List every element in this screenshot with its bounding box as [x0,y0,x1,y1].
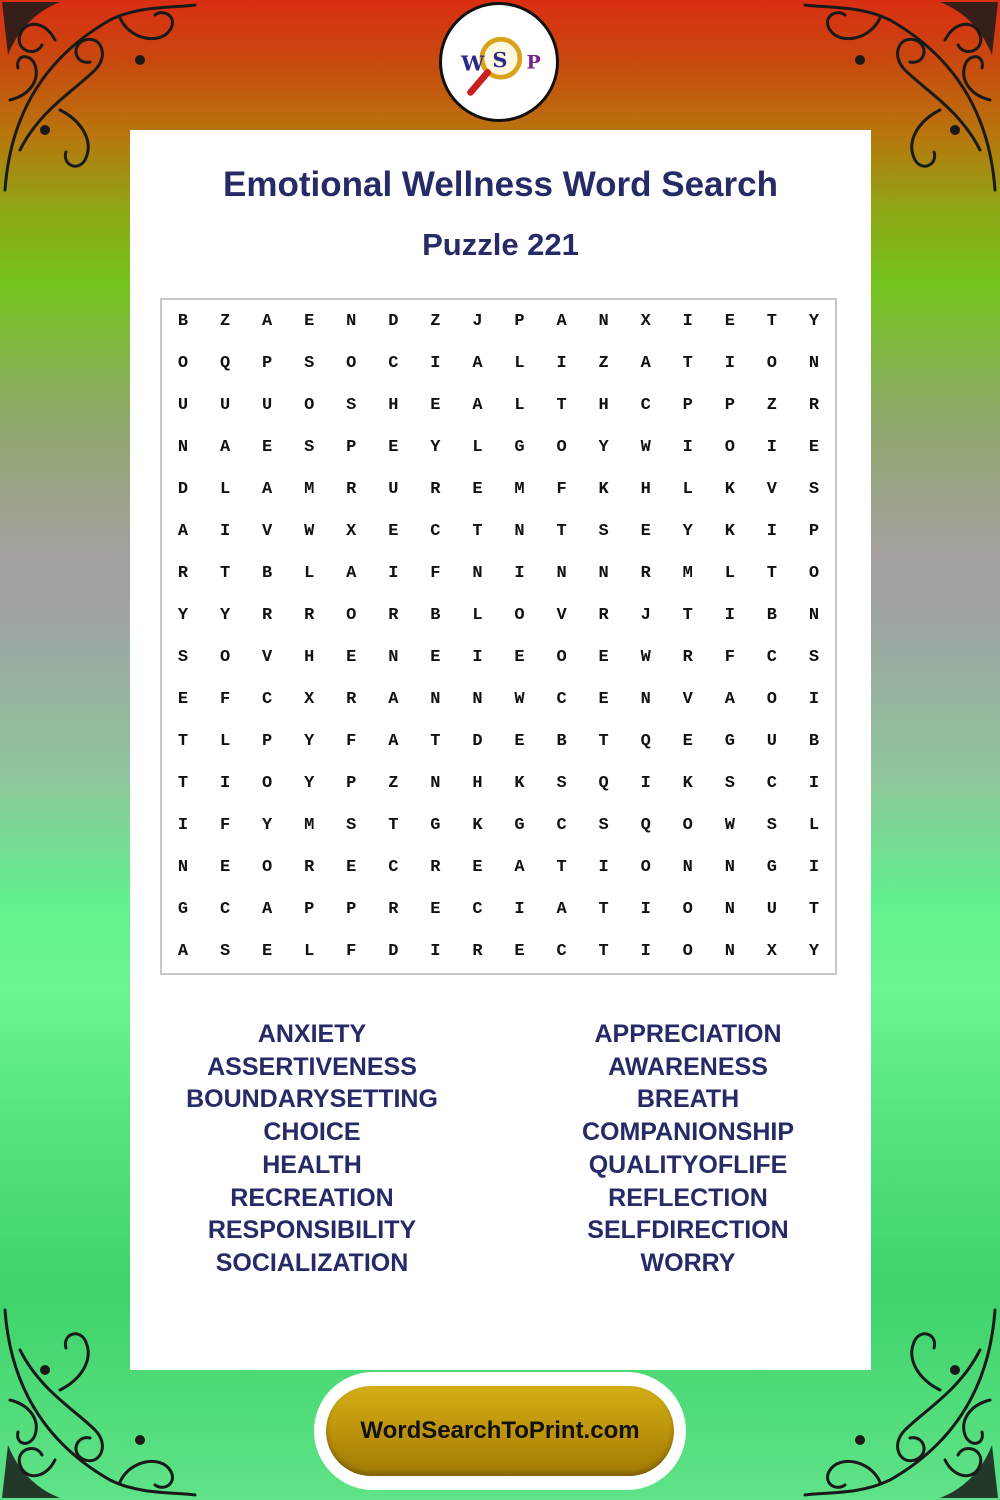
grid-cell[interactable]: Q [219,354,231,374]
word-list-left [162,1018,462,1280]
grid-cell[interactable]: I [682,438,693,458]
word-list-right [538,1018,838,1280]
grid-cell[interactable]: W [304,522,315,542]
word-list-item: RECREATION [230,1183,394,1212]
grid-cell[interactable]: L [514,354,525,374]
grid-cell[interactable]: L [682,480,693,500]
grid-cell[interactable]: A [472,354,483,374]
grid-cell[interactable]: N [640,689,651,709]
grid-cell[interactable]: P [346,773,357,793]
word-list-item: AWARENESS [608,1052,768,1081]
grid-cell[interactable]: O [177,354,189,374]
grid-cell[interactable]: S [556,773,567,793]
grid-cell[interactable]: R [177,564,189,584]
grid-cell[interactable]: W [514,689,525,709]
grid-cell[interactable]: A [556,312,567,332]
page-title: Emotional Wellness Word Search [223,165,778,204]
grid-cell[interactable]: L [219,731,231,751]
grid-cell[interactable]: E [640,522,651,542]
grid-cell[interactable]: G [514,438,525,458]
word-list-item: REFLECTION [608,1183,768,1212]
grid-cell[interactable]: Y [177,606,189,626]
grid-cell[interactable]: A [262,899,273,919]
grid-cell[interactable]: I [430,354,441,374]
grid-cell[interactable]: F [346,731,357,751]
grid-cell[interactable]: I [640,941,651,961]
grid-cell[interactable]: L [472,438,483,458]
grid-cell[interactable]: Q [640,815,651,835]
grid-cell[interactable]: U [766,899,777,919]
grid-cell[interactable]: U [219,396,231,416]
grid-cell[interactable]: A [388,689,399,709]
grid-cell[interactable]: T [766,564,777,584]
grid-cell[interactable]: G [177,899,189,919]
grid-cell[interactable]: R [640,564,651,584]
grid-cell[interactable]: P [346,438,357,458]
grid-cell[interactable]: J [640,606,651,626]
grid-cell[interactable]: F [219,689,231,709]
grid-cell[interactable]: E [808,438,820,458]
grid-cell[interactable]: I [724,354,735,374]
puzzle-card [130,130,871,1370]
grid-cell[interactable]: I [724,606,735,626]
grid-cell[interactable]: E [388,438,399,458]
grid-cell[interactable]: C [556,815,567,835]
grid-cell[interactable]: T [766,312,777,332]
grid-cell[interactable]: K [472,815,483,835]
grid-cell[interactable]: R [346,689,357,709]
grid-cell[interactable]: I [430,941,441,961]
grid-cell[interactable]: P [724,396,735,416]
grid-cell[interactable]: A [177,522,189,542]
grid-cell[interactable]: C [556,941,567,961]
grid-cell[interactable]: N [808,606,820,626]
grid-cell[interactable]: R [430,857,441,877]
site-link-button[interactable] [326,1386,674,1476]
grid-cell[interactable]: X [766,941,777,961]
grid-cell[interactable]: O [682,899,693,919]
grid-cell[interactable]: O [346,606,357,626]
grid-cell[interactable]: N [598,312,609,332]
grid-cell[interactable]: O [346,354,357,374]
grid-cell[interactable]: T [556,522,567,542]
grid-cell[interactable]: Y [598,438,609,458]
grid-cell[interactable]: J [472,312,483,332]
grid-cell[interactable]: V [682,689,693,709]
grid-cell[interactable]: I [514,899,525,919]
grid-cell[interactable]: P [346,899,357,919]
grid-cell[interactable]: Q [640,731,651,751]
grid-cell[interactable]: D [388,312,399,332]
footer-badge [314,1372,686,1490]
grid-cell[interactable]: Y [682,522,693,542]
grid-cell[interactable]: H [388,396,399,416]
grid-cell[interactable]: Y [808,941,820,961]
grid-cell[interactable]: S [304,438,315,458]
grid-cell[interactable]: D [388,941,399,961]
grid-cell[interactable]: A [556,899,567,919]
grid-cell[interactable]: B [177,312,189,332]
grid-cell[interactable]: S [346,396,357,416]
grid-cell[interactable]: E [346,857,357,877]
grid-cell[interactable]: R [388,606,399,626]
grid-cell[interactable]: S [598,815,609,835]
grid-cell[interactable]: Y [262,815,273,835]
grid-cell[interactable]: N [556,564,567,584]
grid-cell[interactable]: M [304,480,315,500]
grid-cell[interactable]: E [430,647,441,667]
word-list-item: APPRECIATION [594,1020,782,1048]
grid-cell[interactable]: K [724,522,735,542]
grid-cell[interactable]: P [808,522,820,542]
grid-cell[interactable]: Y [219,606,231,626]
grid-cell[interactable]: E [598,647,609,667]
grid-cell[interactable]: P [514,312,525,332]
grid-cell[interactable]: A [262,312,273,332]
grid-cell[interactable]: Z [766,396,777,416]
grid-cell[interactable]: I [388,564,399,584]
grid-cell[interactable]: T [598,941,609,961]
grid-cell[interactable]: L [219,480,231,500]
grid-cell[interactable]: N [472,689,483,709]
grid-cell[interactable]: U [388,480,399,500]
grid-cell[interactable]: T [598,899,609,919]
grid-cell[interactable]: Y [304,773,315,793]
grid-cell[interactable]: N [388,647,399,667]
grid-cell[interactable]: S [766,815,777,835]
grid-cell[interactable]: F [556,480,567,500]
grid-cell[interactable]: A [472,396,483,416]
grid-cell[interactable]: L [472,606,483,626]
grid-cell[interactable]: D [472,731,483,751]
grid-cell[interactable]: U [177,396,189,416]
grid-cell[interactable]: O [514,606,525,626]
grid-cell[interactable]: I [766,522,777,542]
grid-cell[interactable]: G [766,857,777,877]
grid-cell[interactable]: O [808,564,820,584]
grid-cell[interactable]: P [304,899,315,919]
grid-cell[interactable]: E [304,312,315,332]
grid-cell[interactable]: A [219,438,231,458]
grid-cell[interactable]: H [640,480,651,500]
grid-cell[interactable]: C [766,647,777,667]
grid-cell[interactable]: P [682,396,693,416]
grid-cell[interactable]: O [682,941,693,961]
grid-cell[interactable]: U [766,731,777,751]
grid-cell[interactable]: C [388,354,399,374]
word-list-item: CHOICE [263,1118,361,1147]
grid-cell[interactable]: S [346,815,357,835]
grid-cell[interactable]: N [808,354,820,374]
grid-cell[interactable]: E [177,689,189,709]
word-list-item: SELFDIRECTION [587,1216,789,1245]
grid-cell[interactable]: R [304,857,315,877]
grid-cell[interactable]: E [472,480,483,500]
grid-cell[interactable]: A [262,480,273,500]
grid-cell[interactable]: I [640,899,651,919]
grid-cell[interactable]: Z [388,773,399,793]
grid-cell[interactable]: N [514,522,525,542]
grid-cell[interactable]: T [219,564,231,584]
grid-cell[interactable]: R [682,647,693,667]
grid-cell[interactable]: R [388,899,399,919]
grid-cell[interactable]: N [724,941,735,961]
site-name: WordSearchToPrint.com [360,1417,640,1444]
grid-cell[interactable]: O [640,857,651,877]
grid-cell[interactable]: K [724,480,735,500]
grid-cell[interactable]: T [556,396,567,416]
grid-cell[interactable]: L [514,396,525,416]
grid-cell[interactable]: B [556,731,567,751]
grid-cell[interactable]: E [262,438,273,458]
grid-cell[interactable]: I [640,773,651,793]
grid-cell[interactable]: N [724,857,735,877]
grid-cell[interactable]: E [346,647,357,667]
grid-cell[interactable]: E [430,899,441,919]
grid-cell[interactable]: W [724,815,735,835]
grid-cell[interactable]: R [346,480,357,500]
grid-cell[interactable]: V [766,480,777,500]
grid-cell[interactable]: N [724,899,735,919]
grid-cell[interactable]: R [598,606,609,626]
grid-cell[interactable]: C [262,689,273,709]
grid-cell[interactable]: I [219,522,231,542]
grid-cell[interactable]: O [262,773,273,793]
grid-cell[interactable]: S [808,647,820,667]
grid-cell[interactable]: G [430,815,441,835]
grid-cell[interactable]: Z [219,312,231,332]
grid-cell[interactable]: Q [598,773,609,793]
grid-cell[interactable]: T [598,731,609,751]
grid-cell[interactable]: C [472,899,483,919]
grid-cell[interactable]: I [808,773,820,793]
grid-cell[interactable]: E [682,731,693,751]
grid-cell[interactable]: S [219,941,231,961]
grid-cell[interactable]: X [304,689,315,709]
grid-cell[interactable]: G [514,815,525,835]
grid-cell[interactable]: I [808,689,820,709]
grid-cell[interactable]: Y [430,438,441,458]
grid-cell[interactable]: P [262,354,273,374]
grid-cell[interactable]: X [346,522,357,542]
word-list-item: COMPANIONSHIP [581,1118,795,1147]
grid-cell[interactable]: E [598,689,609,709]
grid-cell[interactable]: V [556,606,567,626]
grid-cell[interactable]: G [724,731,735,751]
grid-cell[interactable]: C [766,773,777,793]
grid-cell[interactable]: P [262,731,273,751]
grid-cell[interactable]: O [556,438,567,458]
grid-cell[interactable]: A [388,731,399,751]
word-list-item: ANXIETY [257,1020,367,1048]
grid-cell[interactable]: N [177,857,189,877]
grid-cell[interactable]: T [177,773,189,793]
word-list-item: SOCIALIZATION [215,1248,409,1277]
grid-cell[interactable]: I [808,857,820,877]
grid-cell[interactable]: O [724,438,735,458]
grid-cell[interactable]: C [430,522,441,542]
grid-cell[interactable]: I [682,312,693,332]
grid-cell[interactable]: N [430,773,441,793]
grid-cell[interactable]: L [304,564,315,584]
grid-cell[interactable]: W [640,438,651,458]
grid-cell[interactable]: S [598,522,609,542]
grid-cell[interactable]: E [388,522,399,542]
word-list-item: RESPONSIBILITY [207,1216,417,1245]
grid-cell[interactable]: K [514,773,525,793]
grid-cell[interactable]: V [262,522,273,542]
grid-cell[interactable]: T [472,522,483,542]
grid-cell[interactable]: B [262,564,273,584]
grid-cell[interactable]: I [219,773,231,793]
grid-cell[interactable]: L [724,564,735,584]
grid-cell[interactable]: U [262,396,273,416]
grid-cell[interactable]: T [430,731,441,751]
grid-cell[interactable]: O [556,647,567,667]
grid-cell[interactable]: E [219,857,231,877]
grid-cell[interactable]: T [556,857,567,877]
grid-cell[interactable]: K [682,773,693,793]
grid-cell[interactable]: E [514,941,525,961]
logo-letter-w: W [461,50,485,76]
grid-cell[interactable]: H [304,647,315,667]
grid-cell[interactable]: L [808,815,820,835]
grid-cell[interactable]: E [724,312,735,332]
grid-cell[interactable]: T [177,731,189,751]
logo-letter-p: P [526,51,541,74]
grid-cell[interactable]: O [682,815,693,835]
word-list-item: BREATH [636,1085,740,1114]
grid-cell[interactable]: Y [808,312,820,332]
grid-cell[interactable]: F [219,815,231,835]
grid-cell[interactable]: E [430,396,441,416]
grid-cell[interactable]: R [304,606,315,626]
grid-cell[interactable]: E [514,647,525,667]
grid-cell[interactable]: E [514,731,525,751]
grid-cell[interactable]: C [640,396,651,416]
grid-cell[interactable]: I [556,354,567,374]
grid-cell[interactable]: O [219,647,231,667]
grid-cell[interactable]: R [808,396,820,416]
grid-cell[interactable]: C [556,689,567,709]
grid-cell[interactable]: T [808,899,820,919]
grid-cell[interactable]: N [472,564,483,584]
grid-cell[interactable]: A [640,354,651,374]
grid-cell[interactable]: F [430,564,441,584]
wsp-logo[interactable] [439,2,559,122]
grid-cell[interactable]: X [640,312,651,332]
grid-cell[interactable]: N [598,564,609,584]
grid-cell[interactable]: R [262,606,273,626]
letter-grid [160,298,837,975]
word-list-item: ASSERTIVENESS [207,1052,417,1081]
grid-cell[interactable]: A [514,857,525,877]
grid-cell[interactable]: V [262,647,273,667]
grid-cell[interactable]: E [262,941,273,961]
grid-cell[interactable]: F [346,941,357,961]
word-list-item: WORRY [640,1248,736,1277]
grid-cell[interactable]: T [388,815,399,835]
grid-cell[interactable]: N [346,312,357,332]
grid-cell[interactable]: W [640,647,651,667]
grid-cell[interactable]: S [724,773,735,793]
grid-cell[interactable]: B [808,731,820,751]
grid-cell[interactable]: M [304,815,315,835]
grid-cell[interactable]: O [262,857,273,877]
grid-cell[interactable]: E [472,857,483,877]
grid-cell[interactable]: T [682,606,693,626]
grid-cell[interactable]: I [472,647,483,667]
grid-cell[interactable]: T [682,354,693,374]
grid-cell[interactable]: A [346,564,357,584]
logo-letter-s: S [492,46,508,72]
grid-cell[interactable]: B [430,606,441,626]
magnifier-logo-icon [442,5,556,119]
grid-cell[interactable]: L [304,941,315,961]
grid-cell[interactable]: O [766,689,777,709]
grid-cell[interactable]: Y [304,731,315,751]
grid-cell[interactable]: I [766,438,777,458]
grid-cell[interactable]: I [514,564,525,584]
grid-cell[interactable]: A [724,689,735,709]
grid-cell[interactable]: R [430,480,441,500]
grid-cell[interactable]: A [177,941,189,961]
grid-cell[interactable]: C [388,857,399,877]
grid-cell[interactable]: Z [430,312,441,332]
grid-cell[interactable]: S [304,354,315,374]
grid-cell[interactable]: M [682,564,693,584]
grid-cell[interactable]: R [472,941,483,961]
word-list-item: QUALITYOFLIFE [588,1150,788,1179]
grid-cell[interactable]: O [766,354,777,374]
grid-cell[interactable]: O [304,396,315,416]
grid-cell[interactable]: C [219,899,231,919]
grid-cell[interactable]: H [598,396,609,416]
grid-cell[interactable]: B [766,606,777,626]
grid-cell[interactable]: S [808,480,820,500]
word-list-item: BOUNDARYSETTING [186,1085,438,1114]
grid-cell[interactable]: I [598,857,609,877]
grid-cell[interactable]: H [472,773,483,793]
grid-cell[interactable]: F [724,647,735,667]
grid-cell[interactable]: N [430,689,441,709]
grid-cell[interactable]: N [682,857,693,877]
grid-cell[interactable]: S [177,647,189,667]
grid-cell[interactable]: I [177,815,189,835]
grid-cell[interactable]: D [177,480,189,500]
puzzle-number: Puzzle 221 [422,227,579,262]
grid-cell[interactable]: N [177,438,189,458]
grid-cell[interactable]: M [514,480,525,500]
word-list-item: HEALTH [262,1150,362,1179]
grid-cell[interactable]: Z [598,354,609,374]
grid-cell[interactable]: K [598,480,609,500]
